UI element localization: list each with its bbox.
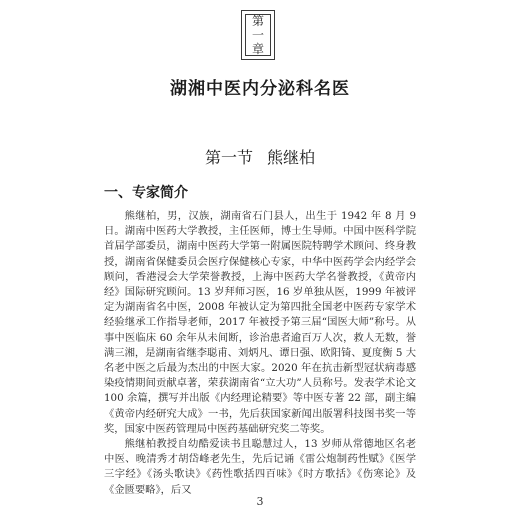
paragraph: 熊继柏教授自幼酷爱读书且聪慧过人，13 岁师从常德地区名老中医、晚清秀才胡岱峰老先生，先后记诵《雷公炮制药性赋》《医学三字经》《汤头歌诀》《药性歌括四百味》《时方歌括》《伤寒论》及《金匮要略》，后又	[104, 438, 416, 496]
section-title	[0, 145, 520, 168]
chapter-badge	[241, 10, 275, 60]
body-text	[104, 209, 416, 498]
chapter-title: 湖湘中医内分泌科名医	[170, 79, 350, 99]
page-number: 3	[256, 495, 264, 508]
chapter-badge-inner	[245, 14, 271, 56]
sub-heading: 一、专家简介	[104, 185, 188, 201]
chapter-char: 第	[251, 14, 264, 28]
chapter-char: 一	[251, 28, 264, 42]
section-number: 第一节	[204, 148, 253, 167]
paragraph: 熊继柏，男，汉族，湖南省石门县人，出生于 1942 年 8 月 9 日。湖南中医药大学教授，主任医师，博士生导师。中国中医科学院首届学部委员，湖南中医药大学第一附属医院特聘学术顾问、终身教授，湖南省保健委员会医疗保健核心专家，中华中医药学会内经学会顾问，香港浸会大学荣誉教授，上海中医药大学名誉教授，《黄帝内经》国际研究顾问。13 岁拜师习医，16 岁单独从医，1999 年被评定为湖南省名中医，2008 年被认定为第四批全国老中医药专家学术经验继承工作指导老师，2017 年被授予第三届“国医大师”称号。从事中医临床 60 余年从未间断，诊治患者逾百万人次，救人无数，誉满三湘，是湖南省继李聪甫、刘炳凡、谭日强、欧阳锜、夏度衡 5 大名老中医之后最为杰出的中医大家。2020 年在抗击新型冠状病毒感染疫情期间贡献卓著，荣获湖南省“立大功”人员称号。发表学术论文 100 余篇，撰写并出版《内经理论精要》等中医专著 22 部，副主编《黄帝内经研究大成》一书，先后获国家新闻出版署科技图书奖一等奖，国家中医药管理局中医药基础研究奖二等奖。	[104, 210, 416, 435]
section-name: 熊继柏	[267, 148, 316, 167]
chapter-char: 章	[251, 42, 264, 56]
